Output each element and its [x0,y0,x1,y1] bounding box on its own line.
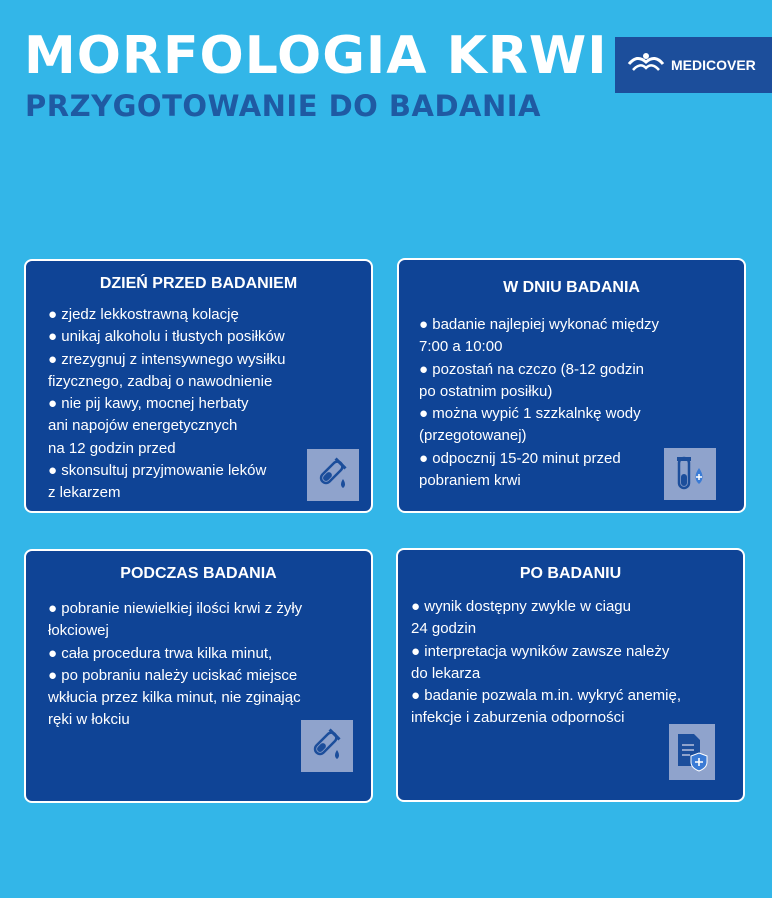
bullet-item [411,685,681,730]
bullet-item [419,403,659,448]
bullet-line: cała procedura trwa kilka minut, [61,644,273,662]
card-list [419,314,659,492]
card-day-before [24,259,373,513]
card-list [48,598,302,732]
card-icon-box [307,449,359,501]
bullet-line: można wypić 1 szzkalnkę wody [432,405,641,423]
bullet-line: wkłucia przez kilka minut, nie zginając [48,689,301,707]
bullet-line: pobranie niewielkiej ilości krwi z żyły [61,600,303,617]
medicover-logo [615,37,772,93]
bullet-line: unikaj alkoholu i tłustych posiłków [61,328,285,346]
bullet-line: łokciowej [48,622,109,640]
blood-vial-drop-icon [670,454,710,494]
bullet-line: badanie pozwala m.in. wykryć anemię, [424,687,682,705]
card-icon-box [301,720,353,772]
bullet-line: na 12 godzin przed [48,439,176,457]
card-icon-box [669,724,715,780]
bullet-item [48,665,302,732]
card-title: W DNIU BADANIA [503,279,640,296]
page-title: MORFOLOGIA KRWI [24,26,608,86]
bullet-line: skonsultuj przyjmowanie leków [61,462,267,480]
card-title: PODCZAS BADANIA [120,565,277,582]
bullet-line: ani napojów energetycznych [48,417,238,435]
card-test-day [397,258,746,513]
page-subtitle: PRZYGOTOWANIE DO BADANIA [25,89,541,123]
bullet-line: odpocznij 15-20 minut przed [432,449,621,467]
bullet-item [419,359,659,404]
bullet-line: wynik dostępny zwykle w ciagu [424,598,631,615]
bullet-line: (przegotowanej) [419,427,527,445]
bullet-item [48,393,286,460]
bullet-line: pozostań na czczo (8-12 godzin [432,360,645,378]
bullet-item [48,598,302,643]
bullet-item [48,349,286,394]
card-title: DZIEŃ PRZED BADANIEM [99,275,298,292]
bullet-line: fizycznego, zadbaj o nawodnienie [48,372,273,390]
bullet-line: nie pij kawy, mocnej herbaty [61,395,249,413]
bullet-line: po ostatnim posiłku) [419,382,553,400]
bullet-line: po pobraniu należy uciskać miejsce [61,666,298,684]
bullet-item [48,304,286,326]
card-after-test [396,548,745,802]
card-icon-box [664,448,716,500]
bullet-item [48,643,302,665]
bullet-item [48,460,286,505]
card-list [48,304,286,505]
logo-text: MEDICOVER [671,57,756,73]
medicover-emblem-icon [627,50,665,80]
document-shield-icon [674,731,710,773]
card-title: PO BADANIU [519,565,622,582]
bullet-line: z lekarzem [48,484,121,502]
bullet-line: 24 godzin [411,620,477,638]
card-list [411,596,681,730]
bullet-line: do lekarza [411,664,481,682]
bullet-line: interpretacja wyników zawsze należy [424,642,670,660]
bullet-line: pobraniem krwi [419,472,521,490]
bullet-line: ręki w łokciu [48,711,130,729]
bullet-line: zjedz lekkostrawną kolację [61,306,239,323]
bullet-item [419,314,659,359]
bullet-line: infekcje i zaburzenia odporności [411,709,625,727]
test-tube-drop-icon [313,455,353,495]
test-tube-drop-icon [307,726,347,766]
bullet-line: badanie najlepiej wykonać między [432,316,660,333]
card-during-test [24,549,373,803]
bullet-item [419,448,659,493]
bullet-item [411,596,681,641]
bullet-item [411,641,681,686]
bullet-line: zrezygnuj z intensywnego wysiłku [61,350,286,368]
bullet-item [48,326,286,348]
bullet-line: 7:00 a 10:00 [419,338,503,356]
